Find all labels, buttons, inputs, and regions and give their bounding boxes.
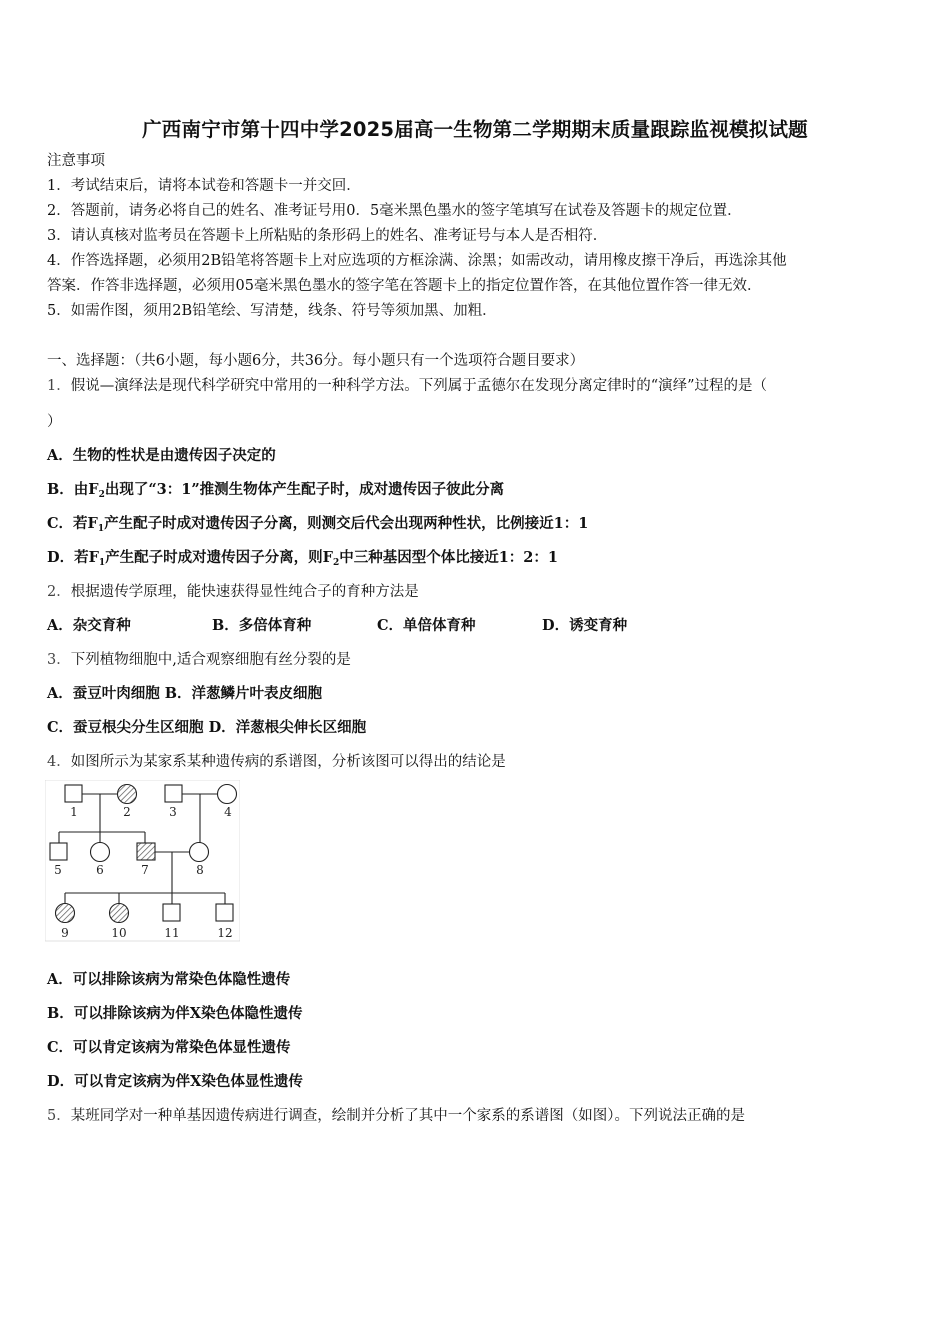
option-text: 中三种基因型个体比接近1：2：1: [339, 549, 558, 566]
individual-1-male: [65, 785, 82, 802]
notice-item-4: 4．作答选择题，必须用2B铅笔将答题卡上对应选项的方框涂满、涂黑；如需改动，请用橡皮擦干净后，再选涂其他: [47, 253, 787, 269]
label-7: 7: [141, 863, 149, 877]
label-1: 1: [70, 805, 78, 819]
question-number: 4．: [47, 754, 71, 770]
q2-option-b: B．多倍体育种: [212, 617, 312, 634]
question-2-stem: [47, 582, 419, 602]
question-3-stem: [47, 650, 351, 670]
question-4-stem: [47, 752, 506, 772]
notice-item-3: 3．请认真核对监考员在答题卡上所粘贴的条形码上的姓名、准考证号与本人是否相符．: [47, 228, 608, 244]
q4-option-b: B．可以排除该病为伴X染色体隐性遗传: [47, 1005, 303, 1022]
option-text: B．由F: [47, 481, 99, 498]
option-text: 产生配子时成对遗传因子分离，则F: [105, 549, 333, 566]
question-number: 5．: [47, 1108, 71, 1124]
question-number: 1．: [47, 378, 71, 394]
subscript: 1: [98, 558, 106, 568]
individual-9-affected-female: [56, 904, 75, 923]
subscript: 2: [332, 558, 340, 568]
notice-item-4-cont: 答案．作答非选择题，必须用05毫米黑色墨水的签字笔在答题卡上的指定位置作答，在其他位置作答一律无效．: [47, 278, 762, 294]
label-5: 5: [54, 863, 62, 877]
q3-options-cd: C．蚕豆根尖分生区细胞 D．洋葱根尖伸长区细胞: [47, 719, 367, 736]
subscript: 2: [98, 490, 105, 500]
notice-item-2: 2．答题前，请务必将自己的姓名、准考证号用0．5毫米黑色墨水的签字笔填写在试卷及答题卡的规定位置．: [47, 203, 742, 219]
q1-option-a: A．生物的性状是由遗传因子决定的: [47, 447, 276, 464]
individual-11-male: [163, 904, 180, 921]
q2-option-c: C．单倍体育种: [377, 617, 476, 634]
individual-4-female: [218, 785, 237, 804]
option-text: D．若F: [47, 549, 99, 566]
question-text: 下列植物细胞中,适合观察细胞有丝分裂的是: [70, 652, 351, 668]
notice-heading: 注意事项: [47, 153, 105, 169]
individual-6-female: [91, 843, 110, 862]
label-3: 3: [169, 805, 177, 819]
q1-option-d: [47, 548, 558, 573]
question-text: 假说—演绎法是现代科学研究中常用的一种科学方法。下列属于孟德尔在发现分离定律时的“演绎”过程的是（: [70, 378, 768, 394]
question-1-stem: [47, 376, 767, 396]
q3-options-ab: A．蚕豆叶肉细胞 B．洋葱鳞片叶表皮细胞: [47, 685, 323, 702]
label-6: 6: [96, 863, 104, 877]
q4-option-c: C．可以肯定该病为常染色体显性遗传: [47, 1039, 291, 1056]
question-number: 2．: [47, 584, 71, 600]
question-text: 如图所示为某家系某种遗传病的系谱图，分析该图可以得出的结论是: [70, 754, 506, 770]
individual-12-male: [216, 904, 233, 921]
question-number: 3．: [47, 652, 71, 668]
notice-item-5: 5．如需作图，须用2B铅笔绘、写清楚，线条、符号等须加黑、加粗．: [47, 303, 497, 319]
individual-8-female: [190, 843, 209, 862]
label-11: 11: [164, 926, 180, 940]
individual-2-affected-female: [118, 785, 137, 804]
label-4: 4: [224, 805, 232, 819]
q1-option-c: [47, 514, 588, 539]
question-1-stem-cont: ）: [47, 414, 62, 430]
subscript: 1: [97, 524, 105, 534]
q1-option-b: [47, 480, 504, 505]
question-text: 某班同学对一种单基因遗传病进行调查，绘制并分析了其中一个家系的系谱图（如图）。下列说法正确的是: [70, 1108, 745, 1124]
label-12: 12: [217, 926, 233, 940]
label-10: 10: [111, 926, 127, 940]
q2-option-a: A．杂交育种: [47, 617, 131, 634]
question-text: 根据遗传学原理，能快速获得显性纯合子的育种方法是: [70, 584, 419, 600]
individual-3-male: [165, 785, 182, 802]
notice-item-1: 1．考试结束后，请将本试卷和答题卡一并交回．: [47, 178, 361, 194]
option-text: C．若F: [47, 515, 98, 532]
page-title: 广西南宁市第十四中学2025届高一生物第二学期期末质量跟踪监视模拟试题: [142, 118, 808, 141]
option-text: 产生配子时成对遗传因子分离，则测交后代会出现两种性状，比例接近1：1: [104, 515, 589, 532]
label-8: 8: [196, 863, 204, 877]
individual-5-male: [50, 843, 67, 860]
q2-option-d: D．诱变育种: [542, 617, 628, 634]
label-9: 9: [61, 926, 69, 940]
individual-7-affected-male: [137, 843, 155, 860]
q4-option-d: D．可以肯定该病为伴X染色体显性遗传: [47, 1073, 303, 1090]
label-2: 2: [123, 805, 131, 819]
pedigree-diagram: [45, 780, 240, 942]
q4-option-a: A．可以排除该病为常染色体隐性遗传: [47, 971, 291, 988]
option-text: 出现了“3：1”推测生物体产生配子时，成对遗传因子彼此分离: [104, 481, 505, 498]
question-5-stem: [47, 1106, 745, 1126]
section-heading: 一、选择题：（共6小题，每小题6分，共36分。每小题只有一个选项符合题目要求）: [47, 353, 585, 369]
individual-10-affected-female: [110, 904, 129, 923]
